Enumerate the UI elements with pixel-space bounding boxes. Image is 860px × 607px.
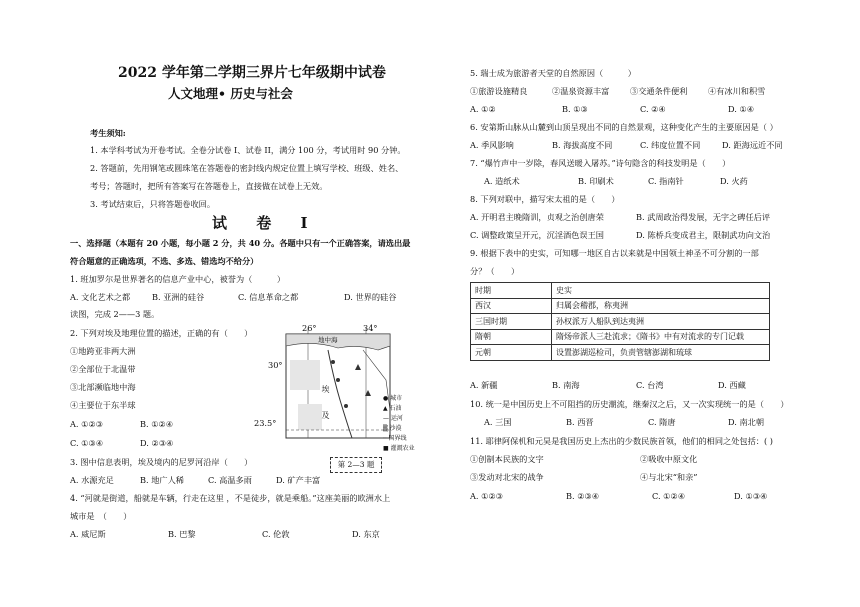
option: A. ①②③ — [70, 419, 104, 429]
legend-label: 石油 — [389, 405, 402, 412]
question-6: 6. 安第斯山脉从山麓到山顶呈现出不同的自然景观，这种变化产生的主要原因是（ ） — [470, 122, 778, 132]
table-header: 史实 — [552, 283, 770, 299]
table-row — [471, 329, 770, 345]
option: B. 西晋 — [566, 417, 594, 427]
option: D. 陈桥兵变成君主，限制武功向文治 — [636, 230, 771, 240]
question-2: 2. 下列对埃及地理位置的描述，正确的有（ ） — [70, 328, 253, 338]
map-lat-label: 30° — [268, 360, 283, 370]
option: D. 世界的硅谷 — [344, 292, 397, 302]
option: A. 威尼斯 — [70, 529, 106, 539]
option: B. ②③④ — [566, 491, 600, 501]
instructions: 一、选择题（本题有 20 小题，每小题 2 分，共 40 分。各题中只有一个正确答案，请选出最 — [70, 238, 411, 248]
option: B. 亚洲的硅谷 — [152, 292, 205, 302]
option: A. 文化艺术之都 — [70, 292, 131, 302]
option: ③北部濒临地中海 — [70, 382, 136, 392]
question-9: 9. 根据下表中的史实，可知哪一地区自古以来就是中国领土神圣不可分割的一部 — [470, 248, 759, 258]
map-lat-label: 23.5° — [254, 418, 277, 428]
option: ③发动对北宋的战争 — [470, 472, 544, 482]
option: B. ①②④ — [140, 419, 174, 429]
legend-item: ● 城市 — [383, 395, 403, 402]
question-8: 8. 下列对联中，描写宋太祖的是（ ） — [470, 194, 620, 204]
notice-line: 考号；答题时，把所有答案写在答题卷上，直接做在试卷上无效。 — [90, 181, 328, 191]
legend-item: ▲ 石油 — [383, 405, 402, 412]
option: B. 印刷术 — [578, 176, 614, 186]
option: C. 高温多雨 — [208, 475, 252, 485]
option: A. 季风影响 — [470, 140, 514, 150]
option: D. 南北朝 — [728, 417, 765, 427]
legend-item: ■ 灌溉农业 — [383, 445, 415, 452]
option: D. 矿产丰富 — [276, 475, 321, 485]
option: A. 造纸术 — [484, 176, 520, 186]
question-10: 10. 统一是中国历史上不可阻挡的历史潮流，继秦汉之后，又一次实现统一的是（ ） — [470, 399, 789, 409]
table-cell: 西汉 — [471, 298, 552, 314]
legend-item: — 运河 — [383, 415, 403, 422]
map-caption: 第 2—3 题 — [330, 457, 382, 473]
option: D. ①③④ — [734, 491, 768, 501]
option: ②吸收中原文化 — [640, 454, 698, 464]
table-cell: 隋朝 — [471, 329, 552, 345]
option: A. 新疆 — [470, 380, 498, 390]
notice-line: 2. 答题前，先用钢笔或圆珠笔在答题卷的密封线内规定位置上填写学校、班级、姓名、 — [90, 163, 404, 173]
option: D. 火药 — [720, 176, 748, 186]
option: D. 东京 — [352, 529, 380, 539]
table-header: 时期 — [471, 283, 552, 299]
option: B. ①③ — [562, 104, 588, 114]
question-1: 1. 班加罗尔是世界著名的信息产业中心，被誉为（ ） — [70, 274, 286, 284]
option: ③交通条件便利 — [630, 86, 688, 96]
exam-title: 2022 学年第二学期三界片七年级期中试卷 — [118, 65, 386, 81]
table-cell: 设置澎湖巡检司，负责管辖澎湖和琉球 — [552, 345, 770, 361]
option: C. ①③④ — [70, 438, 104, 448]
question-4-cont: 城市是 （ ） — [70, 511, 132, 521]
option: C. 隋唐 — [648, 417, 676, 427]
table-cell: 元朝 — [471, 345, 552, 361]
question-5: 5. 瑞士成为旅游者天堂的自然原因（ ） — [470, 68, 636, 78]
question-4: 4. “河就是街道，船就是车辆，行走在这里 ，不是徒步，就是乘船。”这座美丽的欧洲水上 — [70, 493, 391, 503]
option: C. 调整政策呈开元，沉淫酒色误王国 — [470, 230, 604, 240]
option: A. 开明君主晚隋训，贞观之治创唐荣 — [470, 212, 604, 222]
option: C. ①②④ — [652, 491, 686, 501]
option: A. ①② — [470, 104, 496, 114]
history-table — [470, 282, 770, 361]
option: C. 纬度位置不同 — [640, 140, 701, 150]
table-row — [471, 298, 770, 314]
legend-item: ▒ 沙漠 — [383, 425, 402, 432]
option: C. 台湾 — [636, 380, 664, 390]
instructions: 符合题意的正确选项，不选、多选、错选均不给分） — [70, 256, 259, 266]
table-row — [471, 345, 770, 361]
option: ①地跨亚非两大洲 — [70, 346, 136, 356]
option: C. ②④ — [640, 104, 666, 114]
legend-label: 城市 — [390, 395, 403, 402]
legend-item: ┄ 国界线 — [383, 435, 407, 442]
exam-subtitle: 人文地理• 历史与社会 — [168, 86, 293, 101]
option: B. 南海 — [552, 380, 580, 390]
question-9-cont: 分？（ ） — [470, 266, 520, 276]
option: D. 西藏 — [718, 380, 746, 390]
legend-label: 灌溉农业 — [390, 445, 415, 452]
notice-heading: 考生须知: — [90, 128, 126, 138]
table-cell: 隋炀帝派人三赴流求；《隋书》中有对流求的专门记载 — [552, 329, 770, 345]
option: ④主要位于东半球 — [70, 400, 136, 410]
question-11: 11. 耶律阿保机和元昊是我国历史上杰出的少数民族首领，他们的相同之处包括：( ) — [470, 436, 773, 446]
table-row — [471, 314, 770, 330]
option: ②温泉资源丰富 — [552, 86, 610, 96]
notice-line: 1. 本学科考试为开卷考试。全卷分试卷 I、试卷 II，满分 100 分，考试用时 90 分钟。 — [90, 145, 406, 155]
table-cell: 孙权派万人船队到达夷洲 — [552, 314, 770, 330]
map-country-label: 埃及 — [321, 385, 330, 437]
option: ④有冰川和积雪 — [708, 86, 766, 96]
option: A. 三国 — [484, 417, 512, 427]
option: C. 伦敦 — [262, 529, 290, 539]
legend-label: 沙漠 — [389, 425, 402, 432]
question-7: 7. “爆竹声中一岁除，春风送暖入屠苏。”诗句隐含的科技发明是（ ） — [470, 158, 731, 168]
reading-note: 读图，完成 2——3 题。 — [70, 309, 160, 319]
option: ①旅游设施精良 — [470, 86, 528, 96]
section-title: 试 卷 I — [212, 214, 320, 232]
question-3: 3. 图中信息表明，埃及境内的尼罗河沿岸（ ） — [70, 457, 253, 467]
notice-line: 3. 考试结束后，只将答题卷收回。 — [90, 199, 216, 209]
option: ②全部位于北温带 — [70, 364, 136, 374]
map-sea-label: 地中海 — [318, 336, 338, 344]
option: D. ②③④ — [140, 438, 174, 448]
table-cell: 三国时期 — [471, 314, 552, 330]
map-lon-label: 26° — [302, 323, 317, 333]
option: B. 地广人稀 — [140, 475, 184, 485]
option: ④与北宋“和亲” — [640, 472, 698, 482]
option: C. 信息革命之都 — [238, 292, 299, 302]
option: B. 巴黎 — [168, 529, 196, 539]
option: D. 距海远近不同 — [722, 140, 783, 150]
option: B. 武周政治得发展，无字之碑任后评 — [636, 212, 771, 222]
option: A. 水源充足 — [70, 475, 114, 485]
option: B. 海拔高度不同 — [552, 140, 613, 150]
option: D. ①④ — [728, 104, 755, 114]
option: C. 指南针 — [648, 176, 684, 186]
legend-label: 国界线 — [388, 435, 407, 442]
table-cell: 归属会稽郡，称夷洲 — [552, 298, 770, 314]
legend-label: 运河 — [390, 415, 403, 422]
option: ①创制本民族的文字 — [470, 454, 544, 464]
map-lon-label: 34° — [363, 323, 378, 333]
table-header-row — [471, 283, 770, 299]
option: A. ①②③ — [470, 491, 504, 501]
